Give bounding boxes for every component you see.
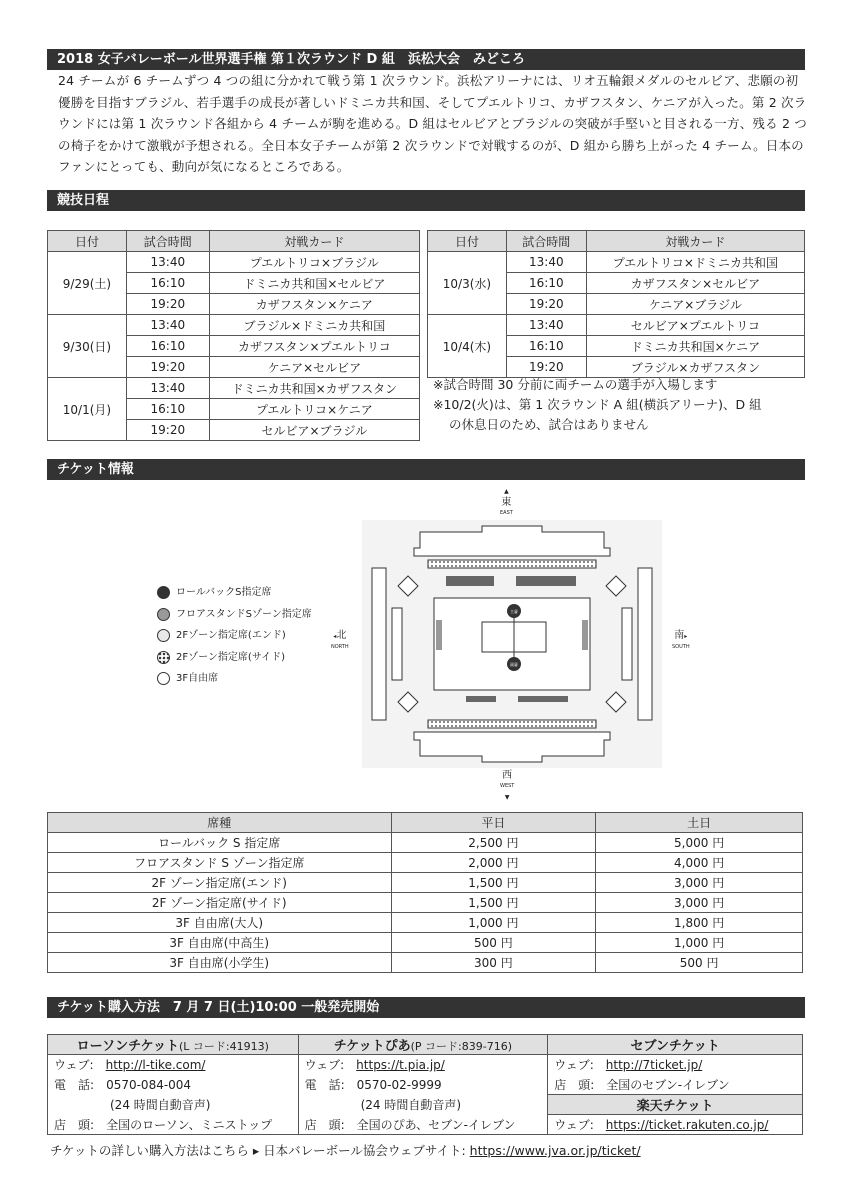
schedule-time: 19:20 <box>506 294 586 315</box>
schedule-row <box>48 315 420 336</box>
schedule-row <box>48 252 420 273</box>
price-weekend: 3,000 円 <box>596 873 803 893</box>
pia-link[interactable]: https://t.pia.jp/ <box>356 1058 445 1073</box>
arena-seat-map <box>362 520 662 768</box>
price-row <box>48 953 803 973</box>
legend-label: 2Fゾーン指定席(エンド) <box>176 630 286 641</box>
price-weekend: 3,000 円 <box>596 893 803 913</box>
schedule-match: カザフスタン×ケニア <box>209 294 419 315</box>
rakuten-link[interactable]: https://ticket.rakuten.co.jp/ <box>605 1118 769 1132</box>
schedule-row <box>428 252 805 273</box>
schedule-time: 16:10 <box>126 336 209 357</box>
schedule-date: 10/4(木) <box>428 315 507 378</box>
schedule-date: 10/1(月) <box>48 378 127 441</box>
price-seat-type: フロアスタンド S ゾーン指定席 <box>48 853 392 873</box>
legend-dot-rollback <box>157 586 170 599</box>
seven-header: セブンチケット <box>548 1035 803 1055</box>
lawson-tel-note: (24 時間自動音声) <box>48 1095 299 1115</box>
purchase-table: ローソンチケット(L コード:41913) チケットぴあ(P コード:839-716) セブンチケット ウェブ: http://l-tike.com/ ウェブ: https://t.pia.jp/ ウェブ: http://7ticket.jp/ 電 話: 0570-084-004 電 話: 0570-02-9999 店 頭: 全国のセブン-イレブン (24 時間自動音声) (24 時間自動音声) 楽天チケット 店 頭: 全国のローソン、ミニストップ 店 頭: 全国のぴあ、セブン-イレブン ウェブ: https://ticket.rakuten.co.jp/ <box>47 1034 803 1135</box>
schedule-time: 19:20 <box>506 357 586 378</box>
schedule-row <box>48 378 420 399</box>
schedule-match: ケニア×ブラジル <box>586 294 804 315</box>
col-seat-type: 席種 <box>48 813 392 833</box>
pia-tel: 0570-02-9999 <box>356 1078 442 1092</box>
schedule-time: 13:40 <box>126 378 209 399</box>
lawson-link[interactable]: http://l-tike.com/ <box>105 1058 206 1073</box>
price-weekday: 1,500 円 <box>391 893 596 913</box>
price-row <box>48 933 803 953</box>
price-seat-type: 3F 自由席(中高生) <box>48 933 392 953</box>
schedule-match: セルビア×ブラジル <box>209 420 419 441</box>
col-date: 日付 <box>428 231 507 252</box>
col-match: 対戦カード <box>586 231 804 252</box>
price-seat-type: 2F ゾーン指定席(エンド) <box>48 873 392 893</box>
compass-south: 南▸ SOUTH <box>672 630 690 650</box>
price-seat-type: ロールバック S 指定席 <box>48 833 392 853</box>
schedule-match: セルビア×プエルトリコ <box>586 315 804 336</box>
schedule-time: 19:20 <box>126 420 209 441</box>
seven-shop: 全国のセブン-イレブン <box>606 1077 730 1092</box>
schedule-match: ブラジル×ドミニカ共和国 <box>209 315 419 336</box>
lawson-shop: 全国のローソン、ミニストップ <box>106 1117 273 1132</box>
schedule-match: プエルトリコ×ブラジル <box>209 252 419 273</box>
purchase-footer <box>50 1141 641 1159</box>
price-weekday: 1,500 円 <box>391 873 596 893</box>
tickets-heading: チケット情報 <box>47 459 805 480</box>
price-row <box>48 833 803 853</box>
schedule-row <box>428 315 805 336</box>
jva-link[interactable]: https://www.jva.or.jp/ticket/ <box>469 1143 641 1158</box>
price-weekend: 500 円 <box>596 953 803 973</box>
legend-dot-2f-side <box>157 651 170 664</box>
compass-west: 西 WEST ▼ <box>500 770 515 801</box>
schedule-match: ケニア×セルビア <box>209 357 419 378</box>
lawson-header: ローソンチケット(L コード:41913) <box>48 1035 299 1055</box>
price-row <box>48 873 803 893</box>
schedule-time: 13:40 <box>506 252 586 273</box>
legend-dot-2f-end <box>157 629 170 642</box>
legend-label: ロールバックS指定席 <box>176 587 272 598</box>
note-rest-day-cont: の休息日のため、試合はありません <box>449 417 649 432</box>
schedule-date: 10/3(水) <box>428 252 507 315</box>
legend-label: フロアスタンドSゾーン指定席 <box>176 608 312 620</box>
col-time: 試合時間 <box>126 231 209 252</box>
price-weekend: 5,000 円 <box>596 833 803 853</box>
schedule-date: 9/30(日) <box>48 315 127 378</box>
pia-tel-note: (24 時間自動音声) <box>298 1095 548 1115</box>
court-mark-second: 副審 <box>510 662 518 667</box>
court-mark-referee: 主審 <box>510 609 518 614</box>
schedule-time: 16:10 <box>126 399 209 420</box>
col-weekend: 土日 <box>596 813 803 833</box>
schedule-match: カザフスタン×セルビア <box>586 273 804 294</box>
schedule-heading: 競技日程 <box>47 190 805 211</box>
price-weekend: 1,800 円 <box>596 913 803 933</box>
schedule-table-left <box>47 230 420 441</box>
price-seat-type: 3F 自由席(大人) <box>48 913 392 933</box>
pia-header: チケットぴあ(P コード:839-716) <box>298 1035 548 1055</box>
schedule-match: ドミニカ共和国×セルビア <box>209 273 419 294</box>
col-weekday: 平日 <box>391 813 596 833</box>
seven-link[interactable]: http://7ticket.jp/ <box>605 1058 703 1073</box>
schedule-time: 16:10 <box>506 336 586 357</box>
legend-dot-floor <box>157 608 170 621</box>
col-match: 対戦カード <box>209 231 419 252</box>
price-row <box>48 893 803 913</box>
schedule-time: 19:20 <box>126 294 209 315</box>
footer-text: チケットの詳しい購入方法はこちら ▸ 日本バレーボール協会ウェブサイト: <box>50 1143 466 1158</box>
intro-text: 24 チームが 6 チームずつ 4 つの組に分かれて戦う第 1 次ラウンド。浜松アリーナには、リオ五輪銀メダルのセルビア、悲願の初優勝を目指すブラジル、若手選手の成長が著しいドミニカ共和国、そしてプエルトリコ、カザフスタン、ケニアが入った。第 2 次ラウンドには第 1 次ラウンド各組から 4 チームが駒を進める。D 組はセルビアとブラジルの突破が手堅いと目される一方、残る 2 つの椅子をかけて激戦が予想される。全日本女子チームが第 2 次ラウンドで対戦するのが、D 組から勝ち上がった 4 チーム。日本のファンにとっても、動向が気になるところである。 <box>58 73 807 174</box>
price-weekday: 300 円 <box>391 953 596 973</box>
price-weekday: 500 円 <box>391 933 596 953</box>
schedule-time: 13:40 <box>126 315 209 336</box>
schedule-match: ドミニカ共和国×ケニア <box>586 336 804 357</box>
schedule-match: プエルトリコ×ドミニカ共和国 <box>586 252 804 273</box>
note-entry-time: ※試合時間 30 分前に両チームの選手が入場します <box>433 377 718 392</box>
lawson-tel: 0570-084-004 <box>106 1078 192 1092</box>
note-rest-day: ※10/2(火)は、第 1 次ラウンド A 組(横浜アリーナ)、D 組 <box>433 397 762 412</box>
price-seat-type: 3F 自由席(小学生) <box>48 953 392 973</box>
price-weekday: 2,000 円 <box>391 853 596 873</box>
schedule-date: 9/29(土) <box>48 252 127 315</box>
price-weekend: 4,000 円 <box>596 853 803 873</box>
schedule-match: ドミニカ共和国×カザフスタン <box>209 378 419 399</box>
schedule-time: 13:40 <box>126 252 209 273</box>
col-time: 試合時間 <box>506 231 586 252</box>
price-row <box>48 913 803 933</box>
price-row <box>48 853 803 873</box>
schedule-time: 13:40 <box>506 315 586 336</box>
price-weekday: 2,500 円 <box>391 833 596 853</box>
schedule-time: 16:10 <box>506 273 586 294</box>
legend-dot-3f <box>157 672 170 685</box>
price-weekday: 1,000 円 <box>391 913 596 933</box>
schedule-notes <box>433 375 813 435</box>
schedule-table-right <box>427 230 805 378</box>
schedule-time: 16:10 <box>126 273 209 294</box>
price-seat-type: 2F ゾーン指定席(サイド) <box>48 893 392 913</box>
seat-legend <box>157 582 312 690</box>
compass-east: ▲ 東 EAST <box>500 488 513 516</box>
intro-heading: 2018 女子バレーボール世界選手権 第１次ラウンド D 組 浜松大会 みどころ <box>47 49 805 70</box>
price-weekend: 1,000 円 <box>596 933 803 953</box>
rakuten-header: 楽天チケット <box>548 1095 803 1115</box>
legend-label: 3F自由席 <box>176 673 219 684</box>
schedule-match: ブラジル×カザフスタン <box>586 357 804 378</box>
schedule-match: プエルトリコ×ケニア <box>209 399 419 420</box>
col-date: 日付 <box>48 231 127 252</box>
price-table <box>47 812 803 973</box>
pia-shop: 全国のぴあ、セブン-イレブン <box>356 1117 516 1132</box>
purchase-heading: チケット購入方法 7 月 7 日(土)10:00 一般発売開始 <box>47 997 805 1018</box>
schedule-time: 19:20 <box>126 357 209 378</box>
schedule-match: カザフスタン×プエルトリコ <box>209 336 419 357</box>
compass-north: ◂北 NORTH <box>331 630 349 650</box>
legend-label: 2Fゾーン指定席(サイド) <box>176 651 286 663</box>
